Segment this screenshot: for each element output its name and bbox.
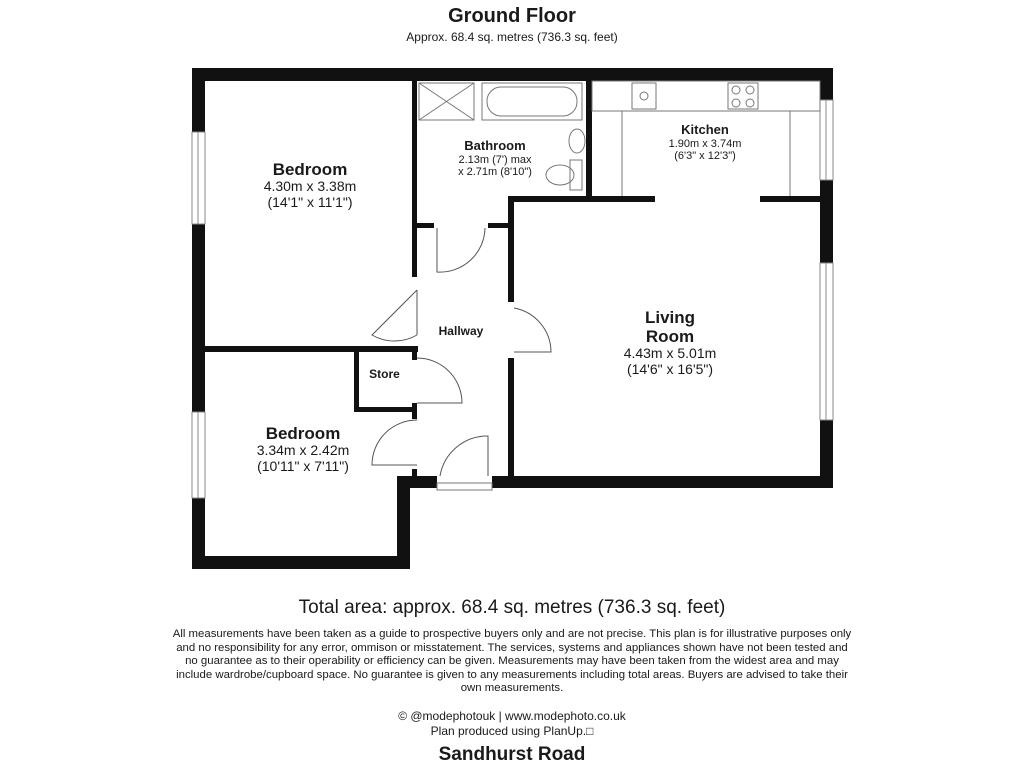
front-door (440, 436, 488, 476)
room-size-imperial: (14'1" x 11'1") (267, 193, 353, 210)
label-hallway (425, 325, 497, 338)
bottom-left-wall (192, 556, 410, 569)
kitchen-divider-right (760, 196, 833, 202)
living-bottom-wall (492, 476, 833, 488)
kitchen-divider-left (508, 196, 655, 202)
kitchen-sink (632, 83, 656, 109)
bedroom2-hall-wall-low (412, 469, 417, 479)
bath-wall-right (488, 223, 508, 228)
living-door (514, 308, 551, 352)
bedroom-hall-wall-mid (412, 352, 417, 360)
room-size-metric: 4.30m x 3.38m (263, 178, 357, 195)
kitchen-counter (592, 81, 820, 111)
kitchen-bath-wall (586, 81, 592, 196)
front-door-threshold (437, 483, 492, 490)
store-left-wall (354, 352, 359, 412)
property-address: Sandhurst Road (438, 744, 586, 765)
room-name: Store (369, 367, 400, 381)
room-name-line1: Living (644, 308, 696, 327)
bedroom-step-wall (397, 476, 410, 569)
room-name: Bedroom (272, 160, 348, 179)
room-name-line2: Room (645, 327, 695, 347)
door-swings (372, 228, 551, 490)
label-store (362, 368, 407, 381)
top-wall (192, 68, 833, 81)
label-living-room (590, 308, 750, 377)
room-size-imperial: (10'11" x 7'11") (257, 457, 349, 474)
room-size-imperial: (6'3" x 12'3") (674, 149, 736, 162)
room-size-imperial: (14'6" x 16'5") (626, 360, 714, 377)
label-bathroom (430, 139, 560, 178)
bathroom-door (437, 228, 485, 272)
total-area: Total area: approx. 68.4 sq. metres (736.3 sq. feet) (298, 597, 726, 618)
label-bedroom-2 (220, 424, 386, 474)
room-size-metric: 3.34m x 2.42m (256, 442, 350, 459)
label-kitchen (630, 123, 780, 162)
label-bedroom-1 (220, 160, 400, 210)
planup-credit: Plan produced using PlanUp.□ (430, 724, 594, 738)
bath-wall-left (417, 223, 434, 228)
bedroom-divider-wall (205, 346, 418, 352)
credit-line: © @modephotouk | www.modephoto.co.uk (398, 709, 626, 723)
room-size-imperial: x 2.71m (8'10") (458, 165, 532, 178)
living-hall-wall-low (508, 358, 514, 478)
room-size-metric: 1.90m x 3.74m (668, 137, 742, 150)
living-hall-wall-top (508, 196, 514, 302)
room-size-metric: 4.43m x 5.01m (623, 345, 717, 362)
floor-title: Ground Floor (448, 5, 576, 27)
room-name: Bathroom (464, 138, 526, 153)
bedroom-hall-wall-top (412, 81, 417, 277)
room-name: Hallway (438, 324, 484, 338)
room-size-metric: 2.13m (7') max (458, 153, 532, 166)
store-bottom-wall (354, 407, 417, 412)
floor-area-subtitle: Approx. 68.4 sq. metres (736.3 sq. feet) (406, 30, 618, 44)
toilet-cistern (570, 160, 582, 190)
room-name: Bedroom (265, 424, 341, 443)
bathtub (482, 83, 582, 120)
disclaimer-text: All measurements have been taken as a guide to prospective buyers only and are not precise. This plan is for illustrative purposes only and no responsibility for any error, ommison or misstatement. The services, systems and appliances shown have not been tested and no guarantee as to their operability or efficiency can be given. Measurements may have been taken from the widest area and may include wardrobe/cupboard space. No guarantee is given to any measurements including total areas. Buyers are advised to take their own measurements. (172, 628, 852, 694)
basin (569, 129, 585, 153)
room-name: Kitchen (681, 122, 729, 137)
store-door (417, 358, 462, 403)
bedroom1-door (372, 290, 417, 341)
